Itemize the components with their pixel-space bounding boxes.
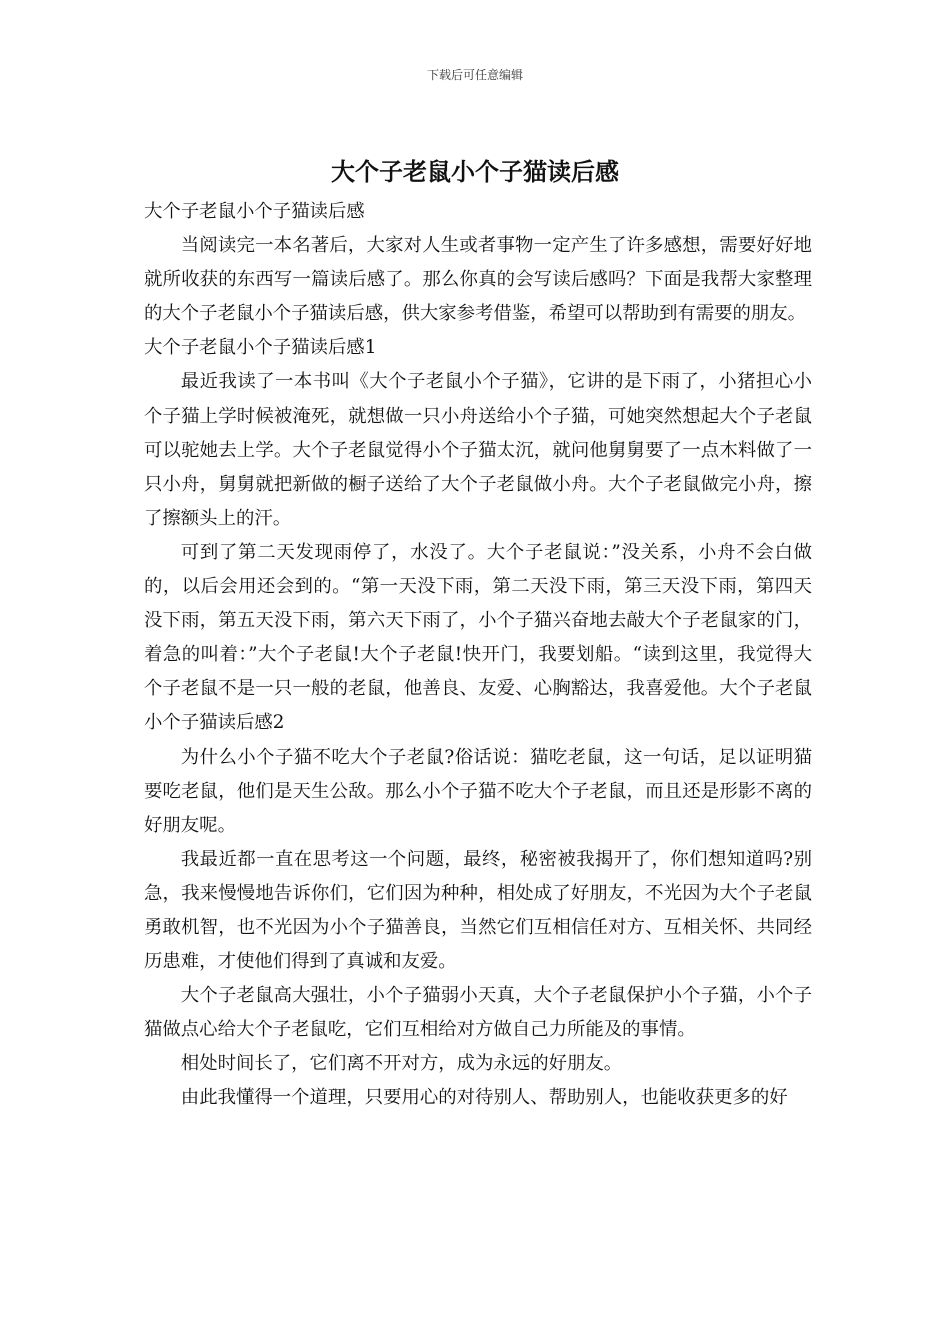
body-paragraph: 最近我读了一本书叫《大个子老鼠小个子猫》，它讲的是下雨了，小猪担心小个子猫上学时候被淹死，就想做一只小舟送给小个子猫，可她突然想起大个子老鼠可以驼她去上学。大个子老鼠觉得小个子猫太沉，就问他舅舅要了一点木料做了一只小舟，舅舅就把新做的橱子送给了大个子老鼠做小舟。大个子老鼠做完小舟，擦了擦额头上的汗。 [144,371,812,529]
header-note: 下载后可任意编辑 [426,68,523,82]
section-heading-1: 大个子老鼠小个子猫读后感1 [144,337,377,359]
body-paragraph: 为什么小个子猫不吃大个子老鼠?俗话说：猫吃老鼠，这一句话，足以证明猫要吃老鼠，他们是天生公敌。那么小个子猫不吃大个子老鼠，而且还是形影不离的好朋友呢。 [144,746,812,836]
intro-paragraph: 当阅读完一本名著后，大家对人生或者事物一定产生了许多感想，需要好好地就所收获的东西写一篇读后感了。那么你真的会写读后感吗？下面是我帮大家整理的大个子老鼠小个子猫读后感，供大家参考借鉴，希望可以帮助到有需要的朋友。 [144,235,812,325]
document-title: 大个子老鼠小个子猫读后感 [331,157,619,186]
body-paragraph: 我最近都一直在思考这一个问题，最终，秘密被我揭开了，你们想知道吗?别急，我来慢慢地告诉你们，它们因为种种，相处成了好朋友，不光因为大个子老鼠勇敢机智，也不光因为小个子猫善良，当然它们互相信任对方、互相关怀、共同经历患难，才使他们得到了真诚和友爱。 [144,848,812,973]
subtitle-line: 大个子老鼠小个子猫读后感 [144,201,365,222]
body-paragraph: 由此我懂得一个道理，只要用心的对待别人、帮助别人，也能收获更多的好 [180,1087,788,1109]
body-paragraph: 大个子老鼠高大强壮，小个子猫弱小天真，大个子老鼠保护小个子猫，小个子猫做点心给大个子老鼠吃，它们互相给对方做自己力所能及的事情。 [144,985,812,1041]
body-paragraph: 相处时间长了，它们离不开对方，成为永远的好朋友。 [180,1053,623,1075]
document-body [144,195,812,1116]
body-paragraph: 可到了第二天发现雨停了，水没了。大个子老鼠说：”没关系，小舟不会白做的，以后会用还会到的。“第一天没下雨，第二天没下雨，第三天没下雨，第四天没下雨，第五天没下雨，第六天下雨了，小个子猫兴奋地去敲大个子老鼠家的门，着急的叫着：”大个子老鼠!大个子老鼠!快开门，我要划船。“读到这里，我觉得大个子老鼠不是一只一般的老鼠，他善良、友爱、心胸豁达，我喜爱他。大个子老鼠小个子猫读后感2 [144,541,812,734]
